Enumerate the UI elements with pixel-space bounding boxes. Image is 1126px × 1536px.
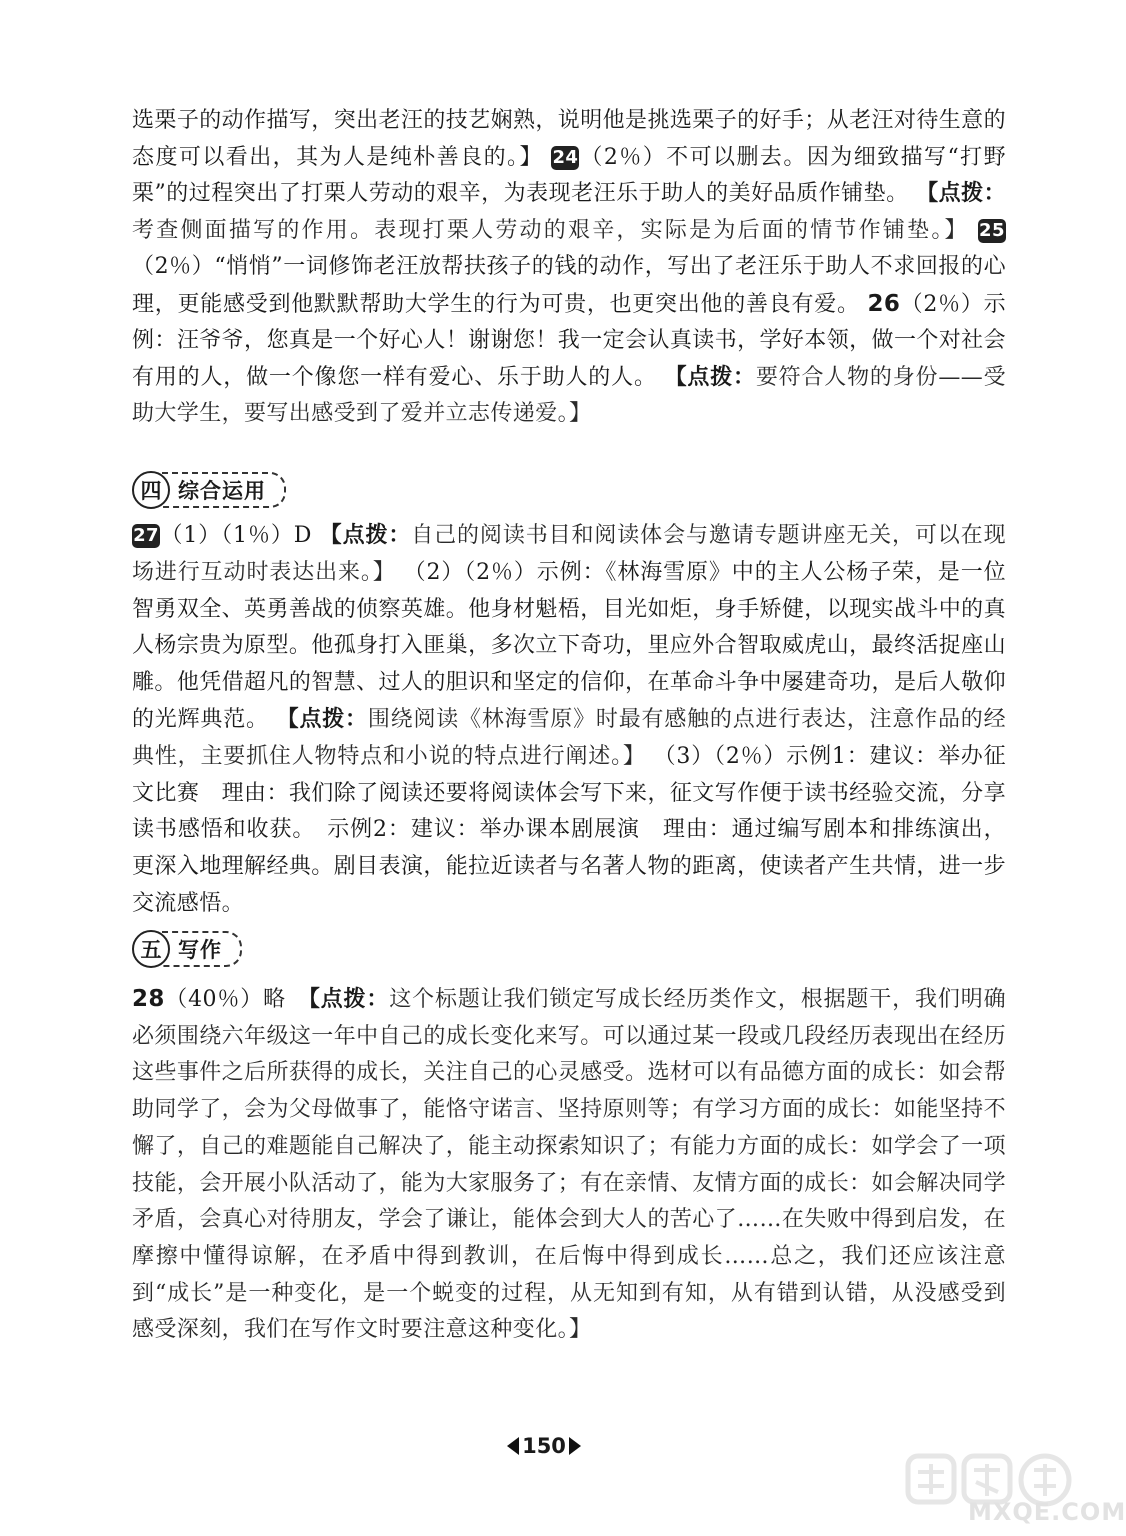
- answer-text: （2％）“悄悄”一词修饰老汪放帮扶孩子的钱的动作，写出了老汪乐于助人不求回报的心理，更能感受到他默默帮助大学生的行为可贵，也更突出他的善良有爱。: [132, 254, 1006, 317]
- watermark-url: MXQE.COM: [968, 1498, 1126, 1526]
- section-header-4: [132, 470, 286, 510]
- answer-text: （2）（2％）示例：《林海雪原》中的主人公杨子荣，是一位智勇双全、英勇善战的侦察英雄。他身材魁梧，目光如炬，身手矫健，以现实战斗中的真人杨宗贵为原型。他孤身打入匪巢，多次立下奇功，里应外合智取威虎山，最终活捉座山雕。他凭借超凡的智慧、过人的胆识和坚定的信仰，在革命斗争中屡建奇功，是后人敬仰的光辉典范。: [132, 559, 1006, 732]
- hint-text: 自己的阅读书目和阅读体会与邀请专题讲座无关，可以在现场进行互动时表达出来。】: [132, 523, 1006, 585]
- question-number-28: 28: [132, 986, 165, 1012]
- question-number-26: 26: [867, 290, 901, 317]
- answer-paragraph-writing: [132, 981, 1006, 1349]
- section-number-badge: 四: [132, 471, 170, 509]
- answer-paragraph-reading: [132, 103, 1006, 433]
- hint-label: 【点拨：: [319, 523, 412, 548]
- section-number-badge: 五: [132, 930, 170, 968]
- triangle-left-icon: [507, 1437, 519, 1455]
- section-title: 写作: [162, 931, 242, 967]
- answer-text: 选栗子的动作描写，突出老汪的技艺娴熟，说明他是挑选栗子的好手；从老汪对待生意的态度可以看出，其为人是纯朴善良的。】: [132, 108, 1006, 170]
- hint-text: 围绕阅读《林海雪原》时最有感触的点进行表达，注意作品的经典性，主要抓住人物特点和小说的特点进行阐述。】: [132, 706, 1006, 769]
- answer-text: （3）（2％）示例1：建议：举办征文比赛 理由：我们除了阅读还要将阅读体会写下来，征文写作便于读书经验交流，分享读书感悟和收获。 示例2：建议：举办课本剧展演 理由：通过编写剧本和排练演出，更深入地理解经典。剧目表演，能拉近读者与名著人物的距离，使读者产生共情，进一步交流感悟。: [132, 743, 1006, 916]
- hint-label: 【点拨：: [916, 181, 1006, 206]
- answer-text: （1）（1％）D: [160, 523, 312, 548]
- hint-text: 考查侧面描写的作用。表现打栗人劳动的艰辛，实际是为后面的情节作铺垫。】: [132, 217, 969, 243]
- hint-label: 【点拨：: [664, 364, 756, 390]
- triangle-right-icon: [569, 1437, 581, 1455]
- hint-label: 【点拨：: [308, 987, 390, 1012]
- answer-paragraph-comprehensive: [132, 518, 1006, 923]
- answer-text: （2％）不可以删去。因为细致描写“打野栗”的过程突出了打栗人劳动的艰辛，为表现老汪乐于助人的美好品质作铺垫。: [132, 144, 1006, 206]
- answer-text: （40％）略: [164, 987, 286, 1012]
- question-number-25: 25: [979, 219, 1005, 241]
- section-header-5: [132, 929, 242, 969]
- answer-text: （2％）示例：汪爷爷，您真是一个好心人！谢谢您！我一定会认真读书，学好本领，做一个对社会有用的人，做一个像您一样有爱心、乐于助人的人。: [132, 291, 1007, 390]
- section-title: 综合运用: [162, 472, 286, 508]
- question-number-27: 27: [133, 525, 159, 546]
- question-number-24: 24: [552, 146, 579, 168]
- hint-text: 这个标题让我们锁定写成长经历类作文，根据题干，我们明确必须围绕六年级这一年中自己的成长变化来写。可以通过某一段或几段经历表现出在经历这些事件之后所获得的成长，关注自己的心灵感受。选材可以有品德方面的成长：如会帮助同学了，会为父母做事了，能恪守诺言、坚持原则等；有学习方面的成长：如能坚持不懈了，自己的难题能自己解决了，能主动探索知识了；有能力方面的成长：如学会了一项技能，会开展小队活动了，能为大家服务了；有在亲情、友情方面的成长：如会解决同学矛盾，会真心对待朋友，学会了谦让，能体会到大人的苦心了……在失败中得到启发，在摩擦中懂得谅解，在矛盾中得到教训，在后悔中得到成长……总之，我们还应该注意到“成长”是一种变化，是一个蜕变的过程，从无知到有知，从有错到认错，从没感受到感受深刻，我们在写作文时要注意这种变化。】: [132, 987, 1006, 1343]
- page-number: 150: [522, 1434, 566, 1458]
- hint-label: 【点拨：: [276, 706, 368, 732]
- hint-text: 要符合人物的身份——受助大学生，要写出感受到了爱并立志传递爱。】: [132, 364, 1006, 426]
